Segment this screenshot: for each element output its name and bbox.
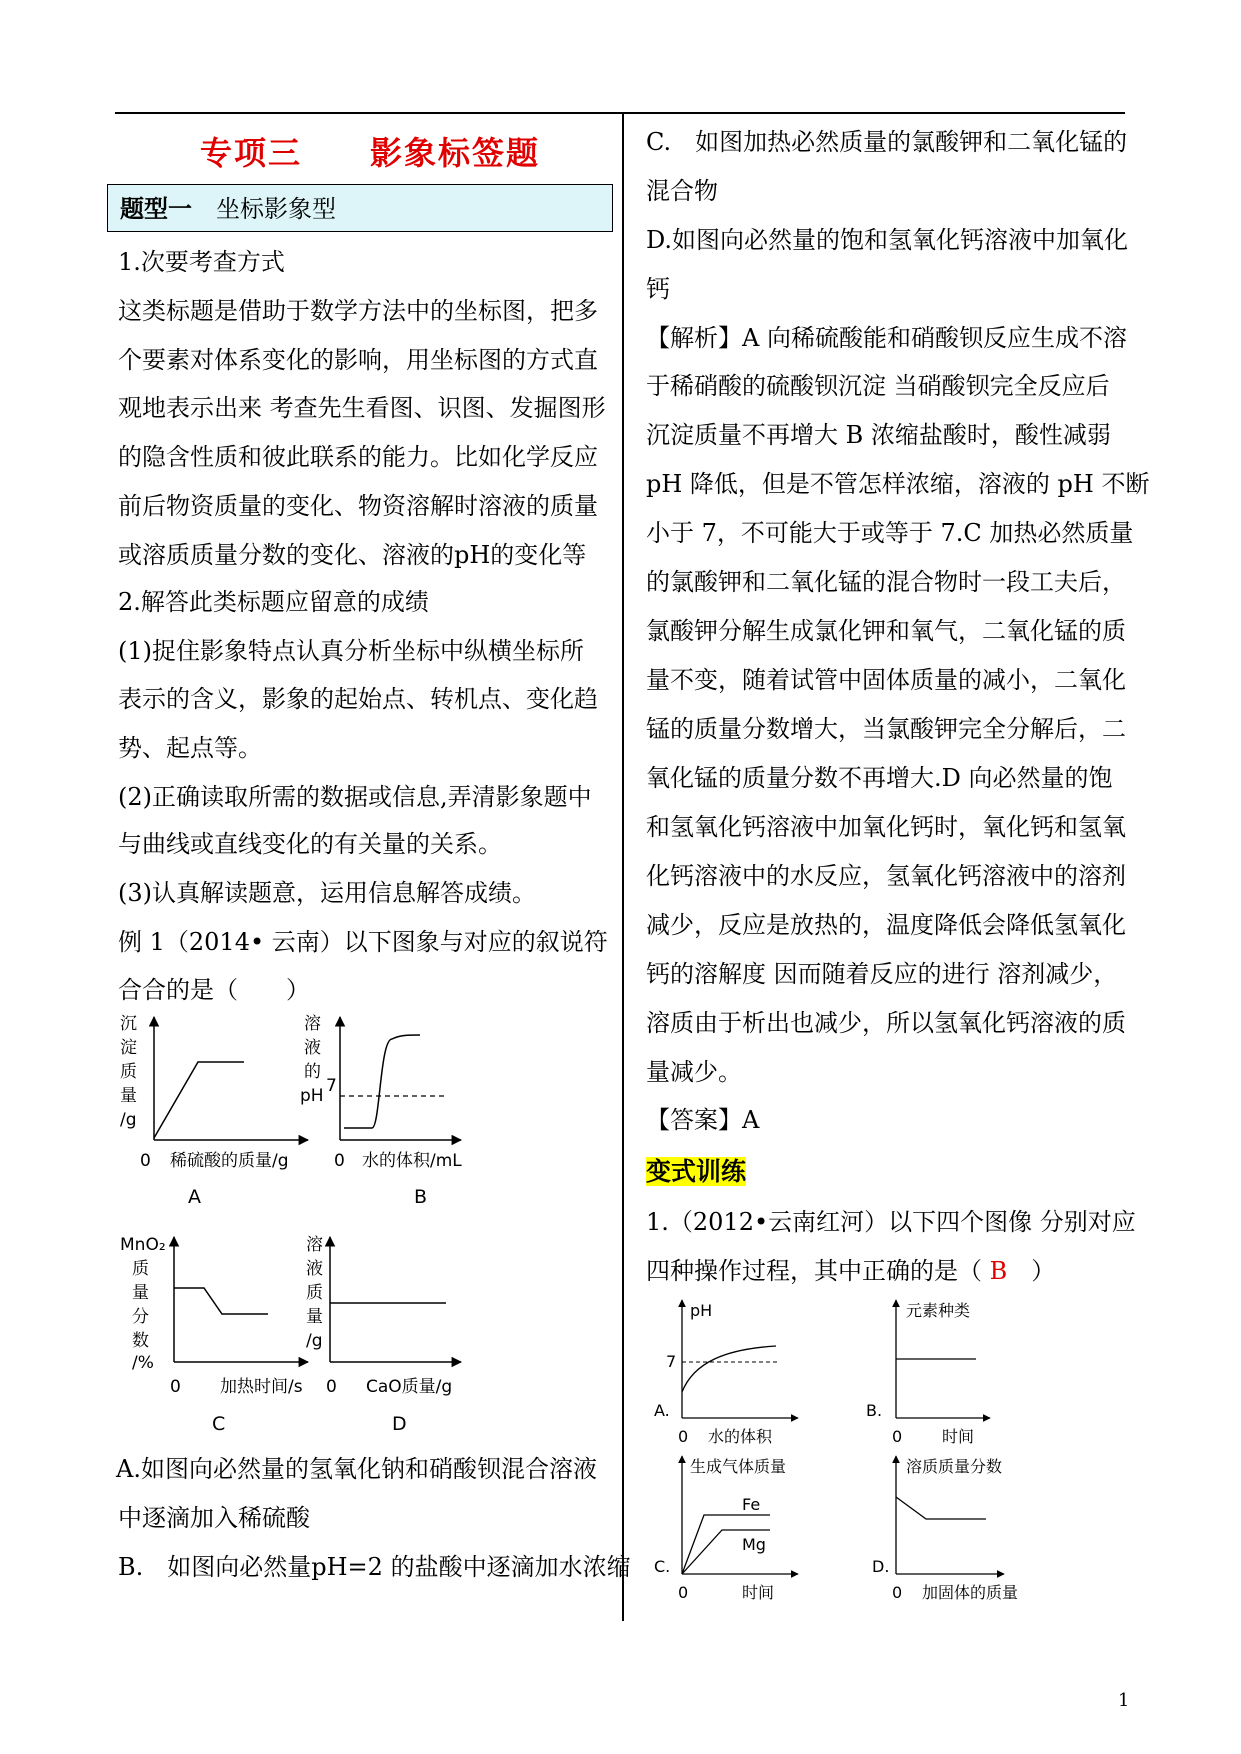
text-line: (1)捉住影象特点认真分析坐标中纵横坐标所 [118,637,584,665]
variant-training-heading [646,1147,746,1196]
answer-line: 【答案】A [646,1106,760,1134]
text-line: 表示的含义，影象的起始点、转机点、变化趋 [118,685,598,713]
analysis-line: 量不变，随着试管中固体质量的减小，二氧化 [646,666,1126,694]
text-line: (2)正确读取所需的数据或信息,弄清影象题中 [118,783,592,811]
question-1-answer: B [989,1257,1008,1285]
variant-graphs [646,1292,1106,1602]
variant-graph-a [654,1300,798,1446]
option-d-cont: 钙 [646,275,670,303]
section-label: 题型一 [120,194,192,223]
variant-a-ylabel: pH [690,1301,713,1320]
option-b: B. 如图向必然量pH=2 的盐酸中逐滴加水浓缩 [118,1553,631,1581]
variant-d-ylabel: 溶质质量分数 [906,1457,1003,1476]
analysis-line: 氧化锰的质量分数不再增大.D 向必然量的饱 [646,764,1113,792]
analysis-line: 量减少。 [646,1058,742,1086]
graph-b [300,1014,462,1208]
graph-c [120,1235,308,1435]
graph-a-origin: 0 [140,1151,151,1171]
text-line: 1.次要考查方式 [118,248,285,276]
text-line: (3)认真解读题意，运用信息解答成绩。 [118,879,536,907]
variant-c-xlabel: 时间 [742,1583,775,1602]
variant-a-letter: A. [654,1401,670,1420]
variant-label: 变式训练 [646,1157,747,1186]
variant-graph-d [872,1456,1018,1602]
variant-c-ylabel: 生成气体质量 [690,1457,787,1476]
graph-c-ylabel: /% [132,1353,154,1373]
graph-a-ylabel: 淀 [120,1038,137,1058]
graph-d [306,1235,461,1435]
graph-d-caption: D [392,1413,407,1435]
variant-a-tick: 7 [666,1352,677,1371]
graph-b-tick: 7 [326,1076,337,1096]
graph-a-ylabel: 质 [120,1062,137,1082]
analysis-line: pH 降低，但是不管怎样浓缩，溶液的 pH 不断 [646,470,1150,498]
question-1: 1.（2012•云南红河）以下四个图像 分别对应 [646,1208,1136,1236]
analysis-line: 沉淀质量不再增大 B 浓缩盐酸时，酸性减弱 [646,421,1111,449]
text-line: 例 1（2014• 云南）以下图象与对应的叙说符 [118,928,608,956]
variant-a-xlabel: 水的体积 [708,1427,773,1446]
text-line: 这类标题是借助于数学方法中的坐标图，把多 [118,297,598,325]
text-line: 2.解答此类标题应留意的成绩 [118,588,429,616]
graph-b-ylabel: 的 [304,1062,321,1082]
option-c: C. 如图加热必然质量的氯酸钾和二氧化锰的 [646,128,1128,156]
text-line: 前后物资质量的变化、物资溶解时溶液的质量 [118,492,598,520]
graph-a-caption: A [188,1186,201,1208]
variant-d-xlabel: 加固体的质量 [922,1583,1019,1602]
graph-b-origin: 0 [334,1151,345,1171]
variant-graph-b [866,1300,990,1446]
text-line: 合合的是（ ） [118,976,310,1004]
text-line: 势、起点等。 [118,734,262,762]
graph-b-caption: B [414,1186,428,1208]
text-line: 的隐含性质和彼此联系的能力。比如化学反应 [118,443,598,471]
option-d: D.如图向必然量的饱和氢氧化钙溶液中加氧化 [646,226,1129,254]
graph-a-ylabel: 量 [120,1086,137,1106]
graph-a [120,1014,308,1208]
variant-d-origin: 0 [892,1583,903,1602]
variant-c-origin: 0 [678,1583,689,1602]
analysis-line: 氯酸钾分解生成氯化钾和氧气，二氧化锰的质 [646,617,1126,645]
graph-d-ylabel: 量 [306,1307,323,1327]
variant-b-xlabel: 时间 [942,1427,975,1446]
variant-graph-c [654,1456,798,1602]
graph-b-ylabel: 液 [304,1038,321,1058]
variant-a-origin: 0 [678,1427,689,1446]
text-line: 与曲线或直线变化的有关量的关系。 [118,830,502,858]
variant-b-letter: B. [866,1401,883,1420]
graph-d-ylabel: /g [306,1331,323,1351]
variant-c-series-mg: Mg [742,1535,766,1554]
analysis-line: 溶质由于析出也减少，所以氢氧化钙溶液的质 [646,1009,1126,1037]
text-line: 观地表示出来 考查先生看图、识图、发掘图形 [118,394,606,422]
graph-b-ylabel: 溶 [304,1014,321,1034]
analysis-line: 锰的质量分数增大，当氯酸钾完全分解后，二 [646,715,1126,743]
example-graphs [118,1005,598,1435]
graph-c-ylabel: 量 [132,1283,149,1303]
analysis-line: 于稀硝酸的硫酸钡沉淀 当硝酸钡完全反应后 [646,372,1110,400]
graph-d-ylabel: 液 [306,1259,323,1279]
question-1-stem: 四种操作过程，其中正确的是（ [646,1257,982,1285]
graph-c-caption: C [212,1413,226,1435]
graph-c-ylabel: 分 [132,1307,149,1327]
analysis-line: 减少，反应是放热的，温度降低会降低氢氧化 [646,911,1126,939]
analysis-line: 的氯酸钾和二氧化锰的混合物时一段工夫后， [646,568,1126,596]
page-number: 1 [1118,1690,1130,1711]
analysis-line: 小于 7，不可能大于或等于 7.C 加热必然质量 [646,519,1134,547]
variant-b-origin: 0 [892,1427,903,1446]
graph-c-ylabel: MnO₂ [120,1235,166,1255]
option-c-cont: 混合物 [646,177,718,205]
text-line: 或溶质质量分数的变化、溶液的pH的变化等 [118,541,587,569]
analysis-line: 钙的溶解度 因而随着反应的进行 溶剂减少， [646,960,1118,988]
section-header [107,184,613,232]
graph-b-xlabel: 水的体积/mL [362,1151,462,1171]
top-rule [115,112,1125,114]
analysis-line: 【解析】A 向稀硫酸能和硝酸钡反应生成不溶 [646,324,1127,352]
section-name: 坐标影象型 [216,195,336,223]
analysis-line: 化钙溶液中的水反应，氢氧化钙溶液中的溶剂 [646,862,1126,890]
variant-c-letter: C. [654,1557,671,1576]
question-1-close: ） [1031,1257,1056,1285]
analysis-line: 和氢氧化钙溶液中加氧化钙时，氧化钙和氢氧 [646,813,1126,841]
graph-d-origin: 0 [326,1377,337,1397]
page-title: 专项三 影象标签题 [200,134,541,172]
graph-c-ylabel: 质 [132,1259,149,1279]
variant-b-ylabel: 元素种类 [906,1301,971,1320]
graph-d-xlabel: CaO质量/g [366,1377,453,1397]
graph-a-ylabel: /g [120,1110,137,1130]
variant-d-letter: D. [872,1557,890,1576]
text-line: 个要素对体系变化的影响，用坐标图的方式直 [118,346,598,374]
graph-d-ylabel: 质 [306,1283,323,1303]
graph-a-ylabel: 沉 [120,1014,137,1034]
variant-c-series-fe: Fe [742,1495,761,1514]
column-divider [622,113,624,1621]
option-a-cont: 中逐滴加入稀硫酸 [118,1504,310,1532]
question-1-cont [646,1247,1055,1296]
graph-d-ylabel: 溶 [306,1235,323,1255]
option-a: A.如图向必然量的氢氧化钠和硝酸钡混合溶液 [116,1455,597,1483]
graph-b-ylabel: pH [300,1086,324,1106]
graph-c-origin: 0 [170,1377,181,1397]
graph-c-xlabel: 加热时间/s [220,1377,303,1397]
graph-c-ylabel: 数 [132,1331,149,1351]
graph-a-xlabel: 稀硫酸的质量/g [170,1151,289,1171]
